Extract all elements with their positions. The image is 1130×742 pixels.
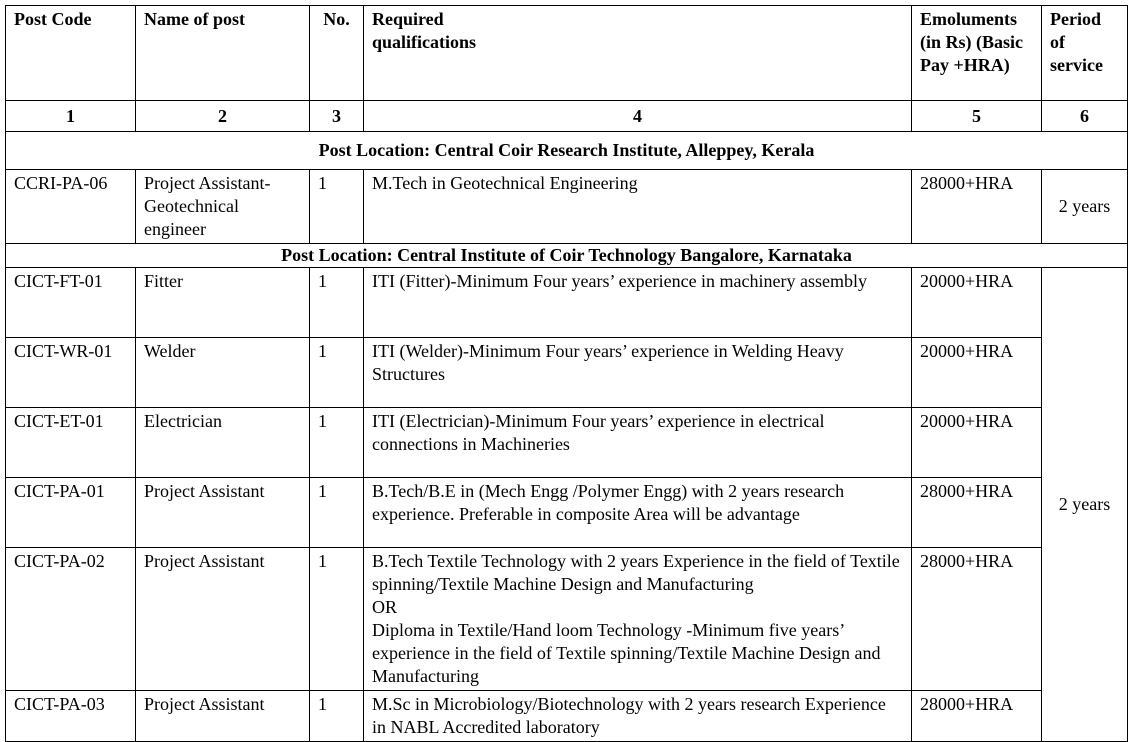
qualification bbox=[364, 478, 912, 548]
qualification-line: ITI (Fitter)-Minimum Four years’ experience in machinery assembly bbox=[372, 271, 868, 291]
post-code: CCRI-PA-06 bbox=[6, 170, 136, 244]
qualification bbox=[364, 408, 912, 478]
post-code: CICT-ET-01 bbox=[6, 408, 136, 478]
header-name-of-post: Name of post bbox=[136, 6, 310, 101]
qualification bbox=[364, 548, 912, 691]
post-name: Welder bbox=[136, 338, 310, 408]
post-code: CICT-PA-03 bbox=[6, 691, 136, 742]
table-row bbox=[6, 691, 1128, 742]
qualification-line: B.Tech/B.E in (Mech Engg /Polymer Engg) with 2 years research experience. Preferable in composite Area will be advantage bbox=[372, 481, 845, 524]
header-no: No. bbox=[310, 6, 364, 101]
post-code: CICT-WR-01 bbox=[6, 338, 136, 408]
period-of-service: 2 years bbox=[1042, 170, 1128, 244]
post-name: Fitter bbox=[136, 268, 310, 338]
table-row bbox=[6, 170, 1128, 244]
header-row bbox=[6, 6, 1128, 101]
qualification-line: ITI (Welder)-Minimum Four years’ experience in Welding Heavy Structures bbox=[372, 341, 844, 384]
header-period: Period of service bbox=[1042, 6, 1128, 101]
column-number: 3 bbox=[310, 101, 364, 132]
emoluments: 20000+HRA bbox=[912, 268, 1042, 338]
post-name: Project Assistant bbox=[136, 478, 310, 548]
qualification-line: M.Tech in Geotechnical Engineering bbox=[372, 173, 638, 193]
post-count: 1 bbox=[310, 268, 364, 338]
column-number: 2 bbox=[136, 101, 310, 132]
table-row bbox=[6, 268, 1128, 338]
qualification bbox=[364, 170, 912, 244]
header-qualifications: Required qualifications bbox=[364, 6, 912, 101]
qualification-line: B.Tech Textile Technology with 2 years Experience in the field of Textile spinning/Textile Machine Design and Manufacturing bbox=[372, 551, 900, 594]
column-number: 4 bbox=[364, 101, 912, 132]
location-row bbox=[6, 244, 1128, 268]
table-row bbox=[6, 338, 1128, 408]
table-row bbox=[6, 408, 1128, 478]
location-heading: Post Location: Central Coir Research Institute, Alleppey, Kerala bbox=[6, 132, 1128, 170]
qualification-or: OR bbox=[372, 597, 398, 617]
emoluments: 28000+HRA bbox=[912, 548, 1042, 691]
post-count: 1 bbox=[310, 408, 364, 478]
post-name: Project Assistant-Geotechnical engineer bbox=[136, 170, 310, 244]
column-number: 1 bbox=[6, 101, 136, 132]
qualification-line: ITI (Electrician)-Minimum Four years’ experience in electrical connections in Machineries bbox=[372, 411, 825, 454]
post-code: CICT-FT-01 bbox=[6, 268, 136, 338]
table-row bbox=[6, 478, 1128, 548]
column-number: 5 bbox=[912, 101, 1042, 132]
post-count: 1 bbox=[310, 691, 364, 742]
column-number: 6 bbox=[1042, 101, 1128, 132]
post-name: Electrician bbox=[136, 408, 310, 478]
emoluments: 28000+HRA bbox=[912, 478, 1042, 548]
qualification bbox=[364, 268, 912, 338]
emoluments: 28000+HRA bbox=[912, 691, 1042, 742]
location-row bbox=[6, 132, 1128, 170]
emoluments: 28000+HRA bbox=[912, 170, 1042, 244]
post-count: 1 bbox=[310, 338, 364, 408]
post-count: 1 bbox=[310, 478, 364, 548]
post-count: 1 bbox=[310, 170, 364, 244]
column-number-row bbox=[6, 101, 1128, 132]
header-emoluments: Emoluments (in Rs) (Basic Pay +HRA) bbox=[912, 6, 1042, 101]
qualification bbox=[364, 691, 912, 742]
post-code: CICT-PA-01 bbox=[6, 478, 136, 548]
table-row bbox=[6, 548, 1128, 691]
recruitment-table bbox=[5, 5, 1128, 742]
qualification-line: M.Sc in Microbiology/Biotechnology with 2 years research Experience in NABL Accredited laboratory bbox=[372, 694, 886, 737]
post-count: 1 bbox=[310, 548, 364, 691]
location-heading: Post Location: Central Institute of Coir Technology Bangalore, Karnataka bbox=[6, 244, 1128, 268]
post-name: Project Assistant bbox=[136, 548, 310, 691]
qualification-line: Diploma in Textile/Hand loom Technology -Minimum five years’ experience in the field of Textile spinning/Textile Machine Design and Manufacturing bbox=[372, 620, 881, 686]
qualification bbox=[364, 338, 912, 408]
emoluments: 20000+HRA bbox=[912, 408, 1042, 478]
post-code: CICT-PA-02 bbox=[6, 548, 136, 691]
emoluments: 20000+HRA bbox=[912, 338, 1042, 408]
header-post-code: Post Code bbox=[6, 6, 136, 101]
period-of-service: 2 years bbox=[1042, 268, 1128, 742]
post-name: Project Assistant bbox=[136, 691, 310, 742]
